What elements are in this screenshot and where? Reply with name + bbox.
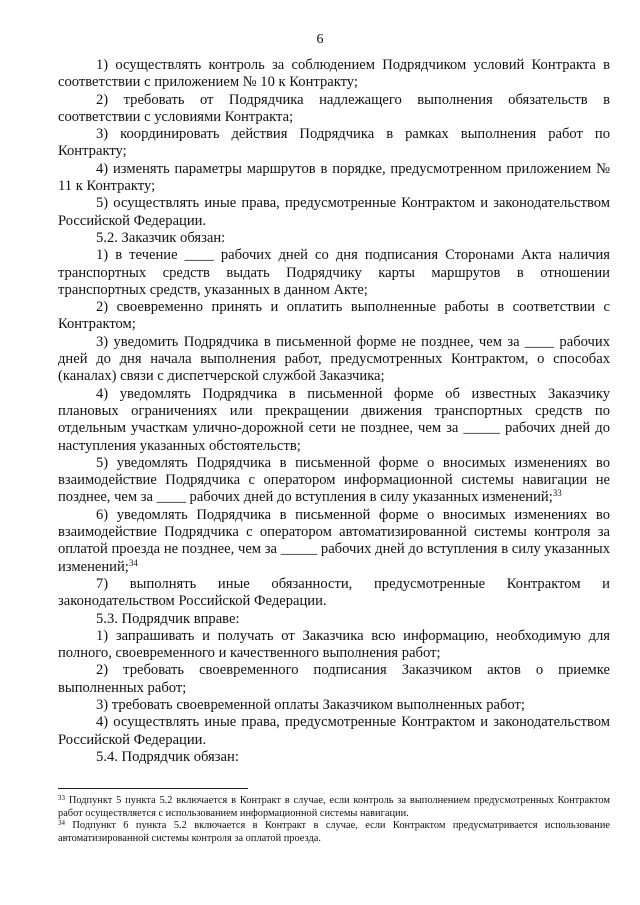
- footnotes: [58, 795, 610, 845]
- footnote-ref-33[interactable]: 33: [552, 488, 562, 499]
- clause-5-3-item-4: 4) осуществлять иные права, предусмотренные Контрактом и законодательством Российской Федерации.: [58, 714, 610, 748]
- document-body: [58, 57, 610, 766]
- footnote-34: [58, 820, 610, 845]
- clause-5-3-heading: 5.3. Подрядчик вправе:: [96, 610, 240, 627]
- clause-5-2-heading: 5.2. Заказчик обязан:: [96, 229, 226, 246]
- clause-text: 6) уведомлять Подрядчика в письменной форме о вносимых изменениях во взаимодействие Подрядчика с оператором автоматизированной системы контроля за оплатой проезда не позднее, чем за _____ рабочих дней до вступления в силу указанных изменений;: [58, 506, 610, 575]
- clause-text: 5) уведомлять Подрядчика в письменной форме о вносимых изменениях во взаимодействие Подрядчика с оператором информационной системы навигации не позднее, чем за ____ рабочих дней до вступления в силу указанных изменений;: [58, 454, 610, 506]
- footnote-text: Подпункт 5 пункта 5.2 включается в Контракт в случае, если контроль за выполнением предусмотренных Контрактом работ осуществляется с использованием информационной системы навигации.: [58, 795, 610, 819]
- footnote-number: 34: [58, 819, 65, 827]
- footnote-number: 33: [58, 794, 65, 802]
- clause-5-2-item-5: [58, 455, 610, 507]
- clause-5-2-item-3: 3) уведомить Подрядчика в письменной форме не позднее, чем за ____ рабочих дней до дня начала выполнения работ, предусмотренных Контрактом, о способах (каналах) связи с диспетчерской службой Заказчика;: [58, 333, 610, 385]
- clause-5-3-item-2: 2) требовать своевременного подписания Заказчиком актов о приемке выполненных работ;: [58, 662, 610, 696]
- clause-5-3-item-3: 3) требовать своевременной оплаты Заказчиком выполненных работ;: [96, 696, 525, 713]
- footnote-text: Подпункт 6 пункта 5.2 включается в Контракт в случае, если Контрактом предусматривается использование автоматизированной системы контроля за оплатой проезда.: [58, 820, 610, 844]
- footnote-33: [58, 795, 610, 820]
- clause-5-4-heading: 5.4. Подрядчик обязан:: [96, 748, 239, 765]
- page-number: 6: [316, 32, 324, 47]
- clause-5-1-item-3: 3) координировать действия Подрядчика в рамках выполнения работ по Контракту;: [58, 126, 610, 160]
- clause-5-1-item-5: 5) осуществлять иные права, предусмотренные Контрактом и законодательством Российской Федерации.: [58, 195, 610, 229]
- clause-5-3-item-1: 1) запрашивать и получать от Заказчика всю информацию, необходимую для полного, своевременного и качественного выполнения работ;: [58, 627, 610, 662]
- clause-5-2-item-2: 2) своевременно принять и оплатить выполненные работы в соответствии с Контрактом;: [58, 299, 610, 333]
- clause-5-1-item-2: 2) требовать от Подрядчика надлежащего выполнения обязательств в соответствии с условиями Контракта;: [58, 91, 610, 125]
- clause-5-2-item-6: [58, 507, 610, 576]
- footnote-divider: [58, 788, 248, 789]
- footnote-ref-34[interactable]: 34: [128, 557, 138, 568]
- clause-5-1-item-4: 4) изменять параметры маршрутов в порядке, предусмотренном приложением № 11 к Контракту;: [58, 160, 610, 195]
- clause-5-1-item-1: 1) осуществлять контроль за соблюдением Подрядчиком условий Контракта в соответствии с приложением № 10 к Контракту;: [58, 57, 610, 91]
- clause-5-2-item-1: 1) в течение ____ рабочих дней со дня подписания Сторонами Акта наличия транспортных средств выдать Подрядчику карты маршрутов в отношении транспортных средств, указанных в данном Акте;: [58, 247, 610, 298]
- clause-5-2-item-7: 7) выполнять иные обязанности, предусмотренные Контрактом и законодательством Российской Федерации.: [58, 575, 610, 610]
- clause-5-2-item-4: 4) уведомлять Подрядчика в письменной форме об известных Заказчику плановых ограничениях или прекращении движения транспортных средств по отдельным участкам улично-дорожной сети не позднее, чем за _____ рабочих дней до наступления указанных обстоятельств;: [58, 385, 610, 454]
